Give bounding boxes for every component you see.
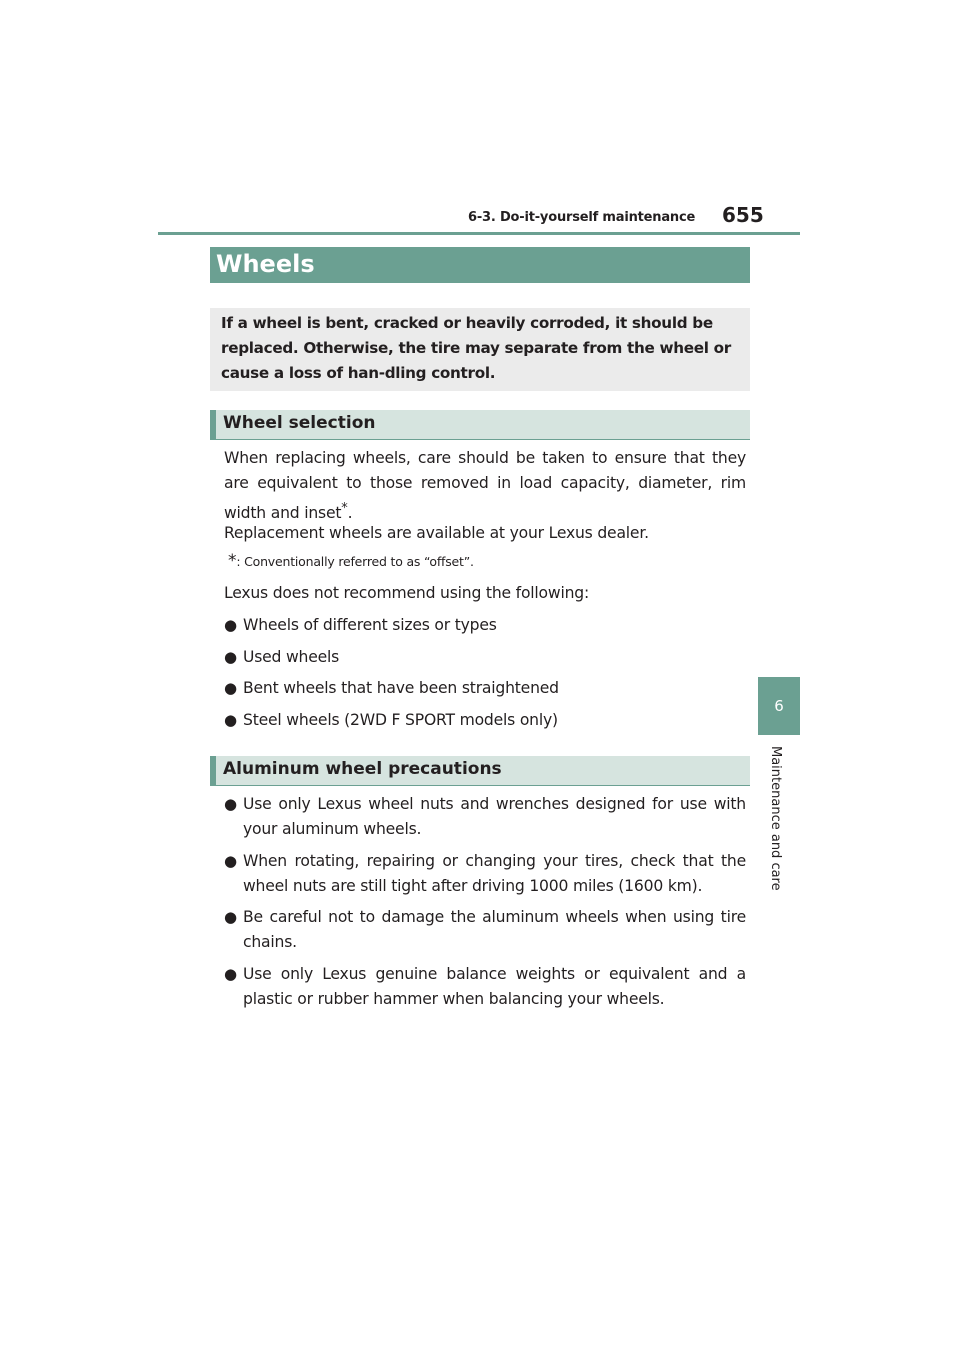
paragraph-end: . (347, 504, 353, 523)
aluminum-precautions-list (224, 792, 746, 1012)
bullet-icon: ● (224, 851, 237, 870)
header-divider (158, 232, 800, 235)
bullet-icon: ● (224, 647, 237, 666)
page-title: Wheels (210, 247, 750, 283)
aluminum-heading: Aluminum wheel precautions (210, 756, 750, 786)
list-item: ● Use only Lexus wheel nuts and wrenches designed for use with your aluminum wheels. (224, 792, 746, 842)
wheel-selection-paragraph (224, 446, 746, 526)
wheel-selection-heading: Wheel selection (210, 410, 750, 440)
list-item: ● When rotating, repairing or changing your tires, check that the wheel nuts are still tight after driving 1000 miles (1600 km). (224, 849, 746, 899)
bullet-icon: ● (224, 679, 237, 697)
chapter-number: 6 (774, 697, 784, 715)
page-number: 655 (722, 203, 764, 227)
footnote-text: : Conventionally referred to as “offset”. (236, 554, 474, 569)
bullet-icon: ● (224, 964, 237, 983)
list-item: ● Used wheels (224, 645, 746, 670)
not-recommended-list (224, 613, 746, 733)
bullet-icon: ● (224, 710, 237, 729)
recommend-paragraph: Lexus does not recommend using the following: (224, 584, 590, 602)
footnote-mark: * (341, 501, 348, 516)
warning-intro: If a wheel is bent, cracked or heavily corroded, it should be replaced. Otherwise, the tire may separate from the wheel or cause a loss of han-dling control. (210, 308, 750, 391)
list-item: ● Wheels of different sizes or types (224, 613, 746, 638)
paragraph-text: When replacing wheels, care should be taken to ensure that they are equivalent to those removed in load capacity, diameter, rim width and inset (224, 449, 746, 523)
chapter-tab (758, 677, 800, 735)
list-item: ● Use only Lexus genuine balance weights or equivalent and a plastic or rubber hammer when balancing your wheels. (224, 962, 746, 1012)
section-title: 6-3. Do-it-yourself maintenance (468, 210, 696, 225)
list-item: ● Steel wheels (2WD F SPORT models only) (224, 708, 746, 733)
footnote-star: * (228, 551, 237, 571)
list-item: ● Bent wheels that have been straightened (224, 676, 746, 701)
chapter-label: Maintenance and care (768, 746, 783, 891)
list-item: ● Be careful not to damage the aluminum wheels when using tire chains. (224, 905, 746, 955)
bullet-icon: ● (224, 616, 237, 634)
dealer-paragraph: Replacement wheels are available at your Lexus dealer. (224, 524, 649, 542)
footnote (228, 551, 474, 571)
bullet-icon: ● (224, 795, 237, 813)
bullet-icon: ● (224, 908, 237, 926)
